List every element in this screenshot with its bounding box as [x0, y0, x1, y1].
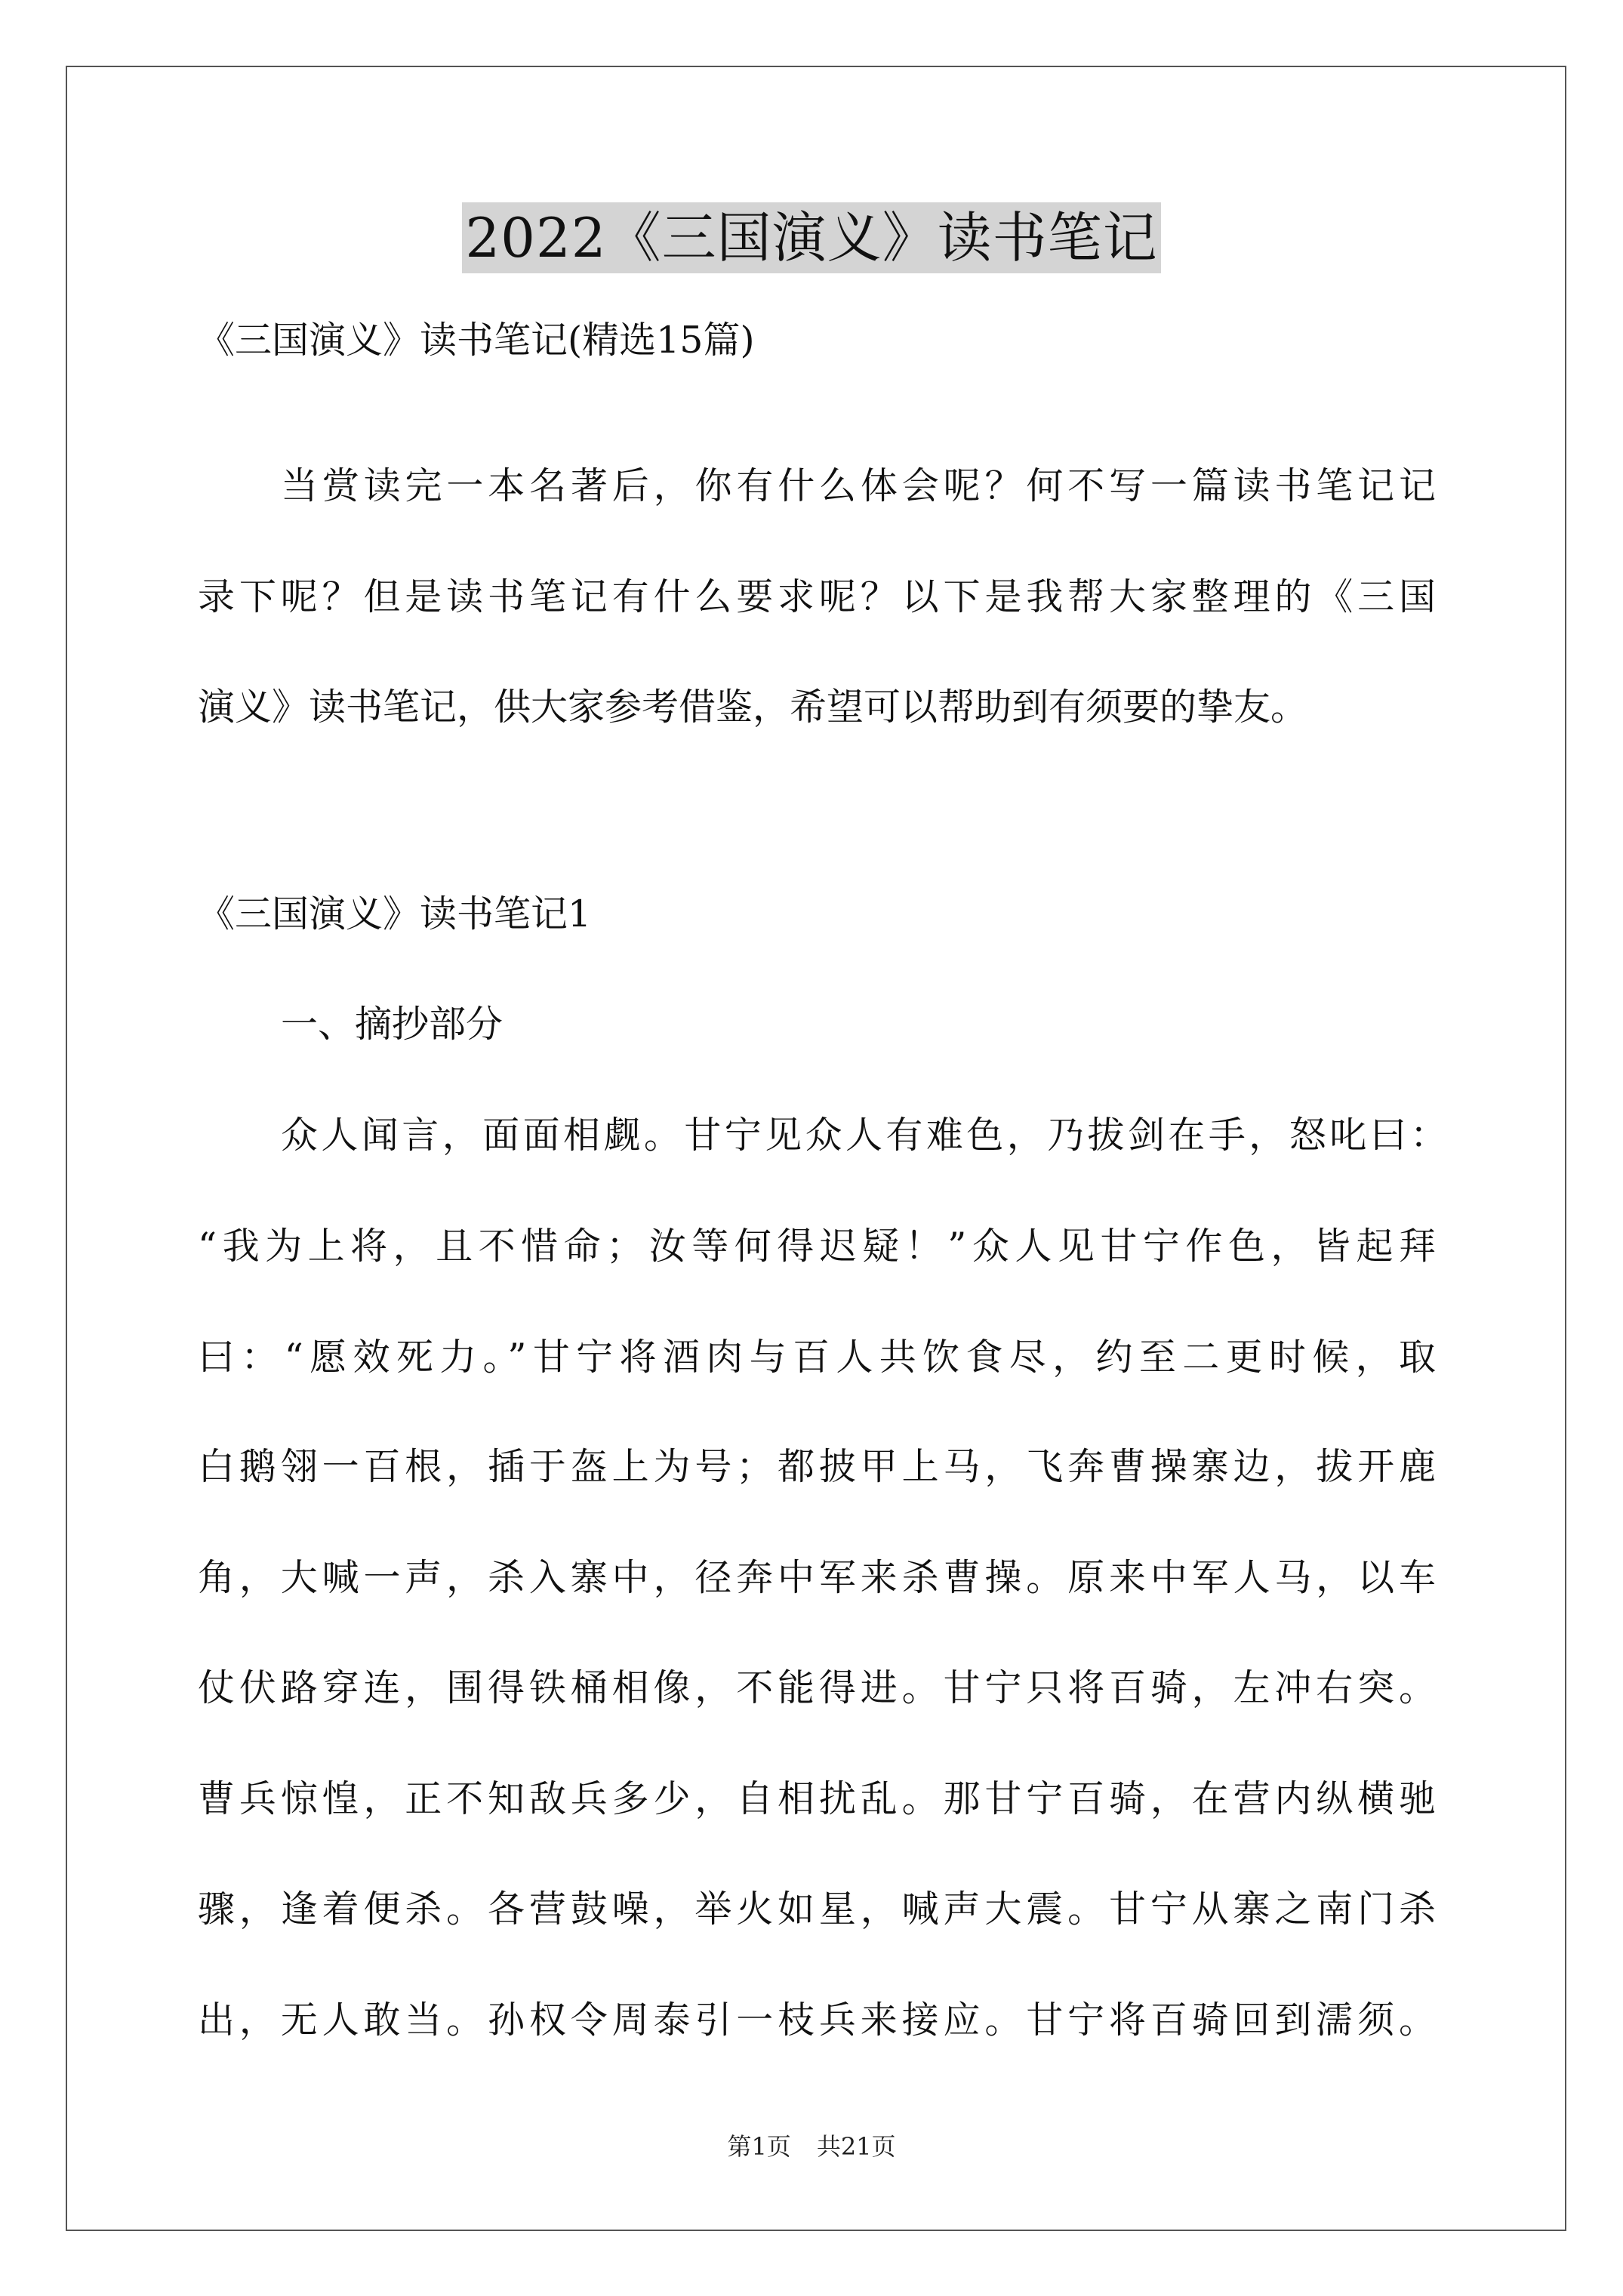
part-heading: 一、摘抄部分	[281, 1003, 504, 1046]
title-container	[0, 202, 1623, 273]
excerpt-line: 出，无人敢当。孙权令周泰引一枝兵来接应。甘宁将百骑回到濡须。	[198, 1999, 1436, 2042]
excerpt-line: 曰：“愿效死力。”甘宁将酒肉与百人共饮食尽，约至二更时候，取	[198, 1336, 1436, 1379]
excerpt-line: 白鹅翎一百根，插于盔上为号；都披甲上马，飞奔曹操寨边，拔开鹿	[198, 1445, 1436, 1488]
excerpt-line: “我为上将，且不惜命；汝等何得迟疑！”众人见甘宁作色，皆起拜	[198, 1225, 1436, 1268]
excerpt-line: 骤，逢着便杀。各营鼓噪，举火如星，喊声大震。甘宁从寨之南门杀	[198, 1888, 1436, 1931]
intro-line: 录下呢？但是读书笔记有什么要求呢？以下是我帮大家整理的《三国	[198, 575, 1436, 618]
excerpt-line: 仗伏路穿连，围得铁桶相像，不能得进。甘宁只将百骑，左冲右突。	[198, 1666, 1436, 1709]
page-footer	[0, 2131, 1623, 2162]
document-title: 2022《三国演义》读书笔记	[462, 202, 1160, 273]
intro-line: 当赏读完一本名著后，你有什么体会呢？何不写一篇读书笔记记	[281, 464, 1436, 507]
page-total: 共21页	[816, 2132, 896, 2161]
excerpt-line: 角，大喊一声，杀入寨中，径奔中军来杀曹操。原来中军人马，以车	[198, 1556, 1436, 1599]
page-number: 第1页	[727, 2132, 791, 2161]
document-subtitle: 《三国演义》读书笔记(精选15篇)	[198, 319, 755, 362]
excerpt-line: 曹兵惊惶，正不知敌兵多少，自相扰乱。那甘宁百骑，在营内纵横驰	[198, 1777, 1436, 1820]
intro-line: 演义》读书笔记，供大家参考借鉴，希望可以帮助到有须要的挚友。	[198, 686, 1308, 729]
section-heading: 《三国演义》读书笔记1	[198, 892, 592, 935]
excerpt-line: 众人闻言，面面相觑。甘宁见众人有难色，乃拔剑在手，怒叱曰：	[281, 1114, 1447, 1157]
